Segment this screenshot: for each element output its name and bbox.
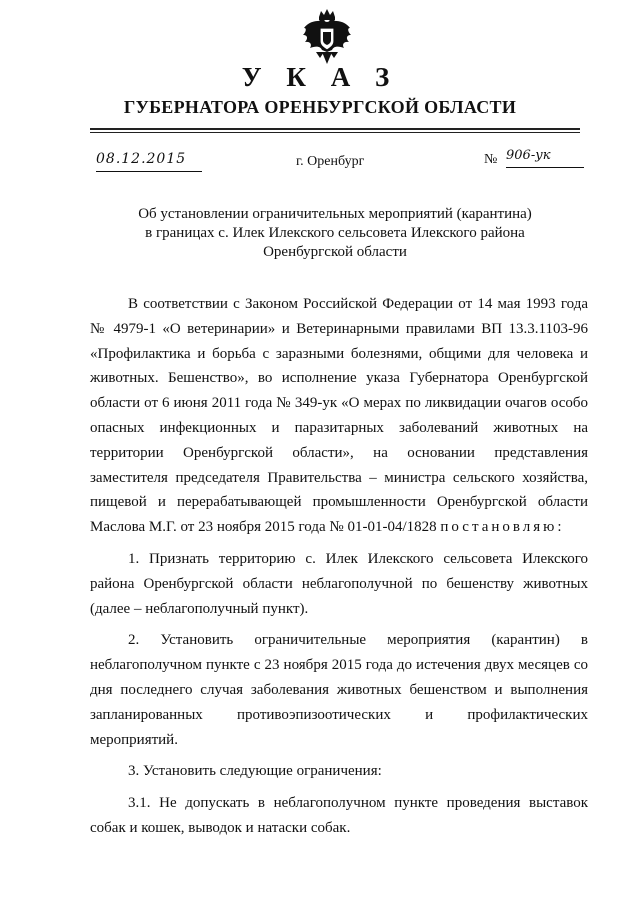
preamble-line: В соответствии с Законом Российской Федерации от 14 мая 1993 года — [128, 296, 588, 312]
item-1-line: (далее – неблагополучный пункт). — [90, 600, 309, 617]
decree-number-value: 906-ук — [506, 148, 551, 163]
preamble-line: № 4979-1 «О ветеринарии» и Ветеринарными правилами ВП 13.3.1103-96 — [90, 320, 588, 337]
preamble-line: заместителя председателя Правительства – министра сельского хозяйства, — [90, 469, 588, 486]
header-rule — [90, 128, 580, 130]
preamble-line: «Профилактика и борьба с заразными болезнями, общими для человека и — [90, 345, 588, 362]
decree-number — [506, 148, 584, 170]
item-2-line: неблагополучном пункте с 23 ноября 2015 года до истечения двух месяцев со — [90, 657, 588, 674]
preamble-line: области от 6 июня 2011 года № 349-ук «О мерах по ликвидации очагов особо — [90, 395, 588, 412]
decree-title-line: в границах с. Илек Илекского сельсовета Илекского района — [145, 225, 525, 241]
item-2-line: запланированных противоэпизоотических и профилактических мероприятий. — [90, 706, 588, 748]
item-2-line: дня последнего случая заболевания животных бешенством и выполнения — [90, 681, 588, 698]
decree-number-label: № — [484, 152, 498, 167]
decree-verb: постановляю: — [440, 519, 565, 536]
document-type-heading: У К А З — [241, 62, 399, 92]
preamble-line — [90, 515, 588, 540]
preamble-reference: Маслова М.Г. от 23 ноября 2015 года № 01-01-04/1828 — [90, 519, 437, 536]
preamble-line: территории Оренбургской области», на основании представления — [90, 444, 588, 461]
item-1-line: 1. Признать территорию с. Илек Илекского сельсовета Илекского — [128, 550, 588, 567]
decree-city: г. Оренбург — [296, 154, 365, 169]
decree-title-line: Об установлении ограничительных мероприятий (карантина) — [138, 206, 532, 222]
decree-body — [90, 292, 588, 841]
coat-of-arms-emblem — [298, 8, 356, 66]
preamble-line: животных. Бешенство», во исполнение указа Губернатора Оренбургской — [90, 370, 588, 387]
item-3-1-line: 3.1. Не допускать в неблагополучном пункте проведения выставок — [128, 795, 588, 812]
preamble-line: пищевой и перерабатывающей промышленности Оренбургской области — [90, 494, 588, 511]
decree-title — [60, 205, 610, 262]
header-rule-thin — [90, 132, 580, 133]
item-3-1-line: собак и кошек, выводок и натаски собак. — [90, 819, 351, 836]
decree-date — [96, 151, 202, 173]
decree-title-line: Оренбургской области — [263, 244, 407, 260]
preamble-line: опасных инфекционных и паразитарных заболеваний животных на — [90, 419, 588, 436]
item-2-line: 2. Установить ограничительные мероприятия (карантин) в — [128, 632, 588, 649]
decree-date-value: 08.12.2015 — [96, 151, 187, 167]
issuer-heading: ГУБЕРНАТОРА ОРЕНБУРГСКОЙ ОБЛАСТИ — [123, 97, 517, 117]
item-1-line: района Оренбургской области неблагополучной по бешенству животных — [90, 575, 588, 592]
item-3-line: 3. Установить следующие ограничения: — [128, 763, 382, 780]
